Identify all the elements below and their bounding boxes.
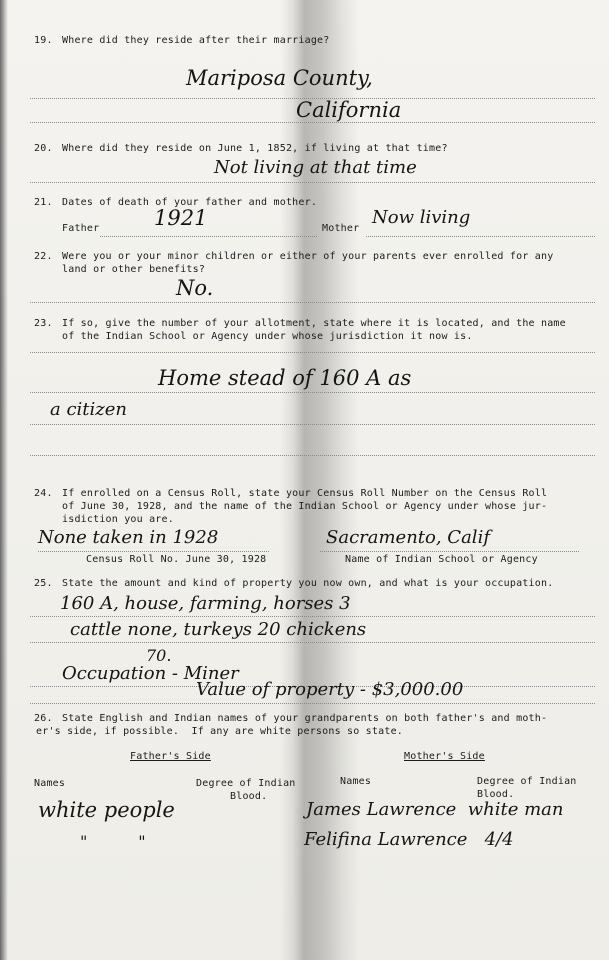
q23-answer-line2: a citizen xyxy=(50,399,128,420)
q26-father-degree-label-2: Blood. xyxy=(230,791,268,802)
q26-mother-names-label: Names xyxy=(340,776,372,787)
q22-question-line1: Were you or your minor children or either of your parents ever enrolled for any xyxy=(62,251,554,262)
q23-number: 23. xyxy=(34,318,53,329)
q25-rule-1 xyxy=(30,616,595,617)
q26-mother-answer-line1: James Lawrence white man xyxy=(306,799,564,820)
q26-father-answer-names: white people xyxy=(38,798,175,822)
q20-rule xyxy=(30,182,595,183)
q23-rule-3 xyxy=(30,424,595,425)
q26-father-degree-label-1: Degree of Indian xyxy=(196,778,296,789)
q21-father-label: Father xyxy=(62,223,100,234)
q26-mother-degree-label-2: Blood. xyxy=(477,789,515,800)
q26-mother-degree-label-1: Degree of Indian xyxy=(477,776,577,787)
q26-fathers-side-heading: Father's Side xyxy=(130,751,211,762)
q21-question: Dates of death of your father and mother. xyxy=(62,197,318,208)
q24-question-line2: of June 30, 1928, and the name of the Indian School or Agency under whose jur- xyxy=(62,501,548,512)
q23-rule-2 xyxy=(30,392,595,393)
q26-question-line2: er's side, if possible. If any are white persons so state. xyxy=(36,726,404,737)
q24-roll-rule xyxy=(38,551,269,552)
q21-number: 21. xyxy=(34,197,53,208)
q24-agency-rule xyxy=(320,551,579,552)
q26-question-line1: State English and Indian names of your grandparents on both father's and moth- xyxy=(62,713,548,724)
q24-answer-agency: Sacramento, Calif xyxy=(326,527,490,548)
q26-father-answer-ditto: " " xyxy=(80,832,146,851)
q26-number: 26. xyxy=(34,713,53,724)
q19-question: Where did they reside after their marriage? xyxy=(62,35,330,46)
q24-question-line1: If enrolled on a Census Roll, state your Census Roll Number on the Census Roll xyxy=(62,488,548,499)
q19-answer-line2: California xyxy=(296,98,402,122)
q22-number: 22. xyxy=(34,251,53,262)
q25-question: State the amount and kind of property you now own, and what is your occupation. xyxy=(62,578,554,589)
q19-answer-line1: Mariposa County, xyxy=(186,66,373,90)
q21-mother-rule xyxy=(366,236,595,237)
q23-answer-line1: Home stead of 160 A as xyxy=(158,366,412,390)
scan-edge-shadow xyxy=(0,0,8,960)
q19-number: 19. xyxy=(34,35,53,46)
q22-rule xyxy=(30,302,595,303)
q22-question-line2: land or other benefits? xyxy=(62,264,206,275)
q23-question-line1: If so, give the number of your allotment, state where it is located, and the name xyxy=(62,318,566,329)
q19-rule-2 xyxy=(30,122,595,123)
q24-answer-roll: None taken in 1928 xyxy=(38,527,219,548)
q23-question-line2: of the Indian School or Agency under whose jurisdiction it now is. xyxy=(62,331,473,342)
q23-rule-4 xyxy=(30,455,595,456)
q24-question-line3: isdiction you are. xyxy=(62,514,174,525)
q21-father-rule xyxy=(100,236,317,237)
q21-mother-answer: Now living xyxy=(372,207,471,228)
q22-answer: No. xyxy=(176,276,214,300)
q25-answer-line5: Value of property - $3,000.00 xyxy=(196,679,464,700)
q25-rule-2 xyxy=(30,642,595,643)
q24-label-roll: Census Roll No. June 30, 1928 xyxy=(86,554,267,565)
q26-mother-answer-line2: Felifina Lawrence 4/4 xyxy=(304,829,514,850)
q24-number: 24. xyxy=(34,488,53,499)
q20-answer: Not living at that time xyxy=(214,157,417,178)
q25-rule-4 xyxy=(30,703,595,704)
q20-question: Where did they reside on June 1, 1852, if living at that time? xyxy=(62,143,448,154)
q25-number: 25. xyxy=(34,578,53,589)
q25-answer-line3: 70. xyxy=(146,646,172,665)
q21-mother-label: Mother xyxy=(322,223,360,234)
q25-answer-line1: 160 A, house, farming, horses 3 xyxy=(60,593,351,614)
q26-mothers-side-heading: Mother's Side xyxy=(404,751,485,762)
q21-father-answer: 1921 xyxy=(154,206,208,230)
q25-answer-line2: cattle none, turkeys 20 chickens xyxy=(70,619,367,640)
q26-father-names-label: Names xyxy=(34,778,66,789)
q20-number: 20. xyxy=(34,143,53,154)
q23-rule-1 xyxy=(30,352,595,353)
q25-answer-line4: Occupation - Miner xyxy=(62,663,239,684)
q24-label-agency: Name of Indian School or Agency xyxy=(345,554,538,565)
